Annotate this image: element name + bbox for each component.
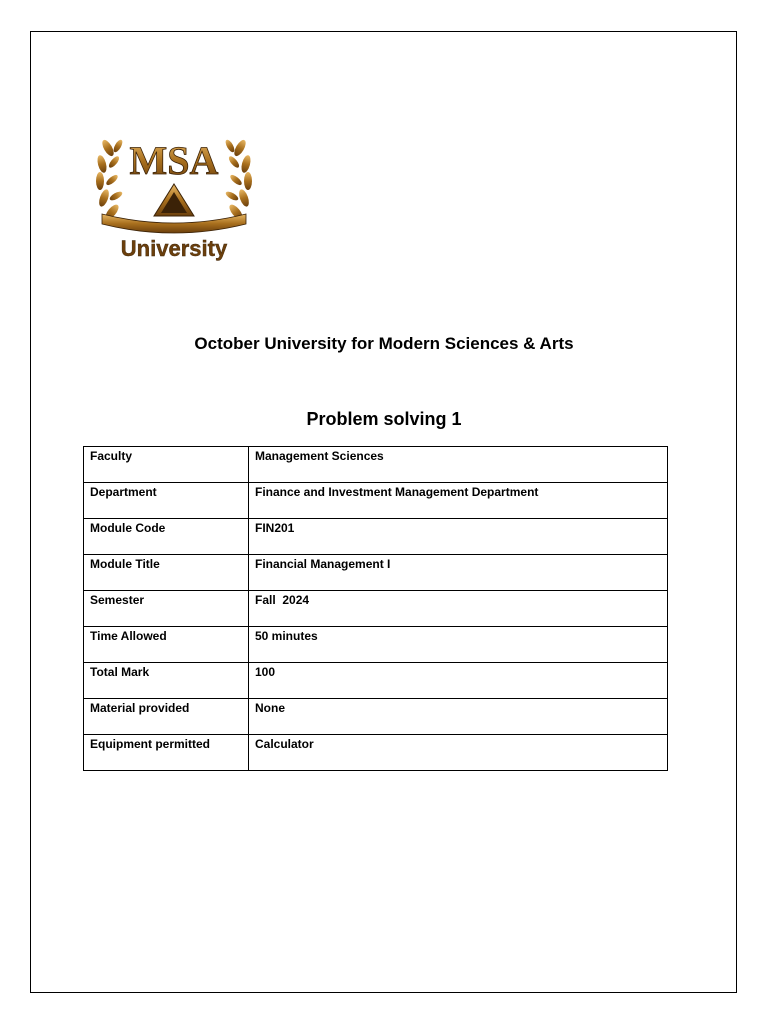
table-row <box>84 447 668 483</box>
table-row <box>84 591 668 627</box>
logo-brand-text: MSA <box>129 138 219 183</box>
row-label: Equipment permitted <box>84 735 249 771</box>
row-label: Total Mark <box>84 663 249 699</box>
row-value: Calculator <box>249 735 668 771</box>
table-row <box>84 663 668 699</box>
table-row <box>84 483 668 519</box>
row-value: Fall 2024 <box>249 591 668 627</box>
table-row <box>84 699 668 735</box>
table-row <box>84 735 668 771</box>
row-label: Department <box>84 483 249 519</box>
university-name: October University for Modern Sciences & Arts <box>194 334 574 353</box>
msa-university-logo <box>90 128 258 264</box>
table-row <box>84 519 668 555</box>
row-value: Financial Management I <box>249 555 668 591</box>
row-value: Finance and Investment Management Department <box>249 483 668 519</box>
row-value: None <box>249 699 668 735</box>
module-info-table <box>83 446 668 771</box>
row-value: FIN201 <box>249 519 668 555</box>
row-label: Time Allowed <box>84 627 249 663</box>
row-label: Module Title <box>84 555 249 591</box>
table-row <box>84 627 668 663</box>
row-label: Faculty <box>84 447 249 483</box>
row-value: 100 <box>249 663 668 699</box>
row-value: 50 minutes <box>249 627 668 663</box>
row-label: Material provided <box>84 699 249 735</box>
row-value: Management Sciences <box>249 447 668 483</box>
document-title: Problem solving 1 <box>306 409 462 429</box>
row-label: Module Code <box>84 519 249 555</box>
logo-subtext: University <box>120 236 228 261</box>
row-label: Semester <box>84 591 249 627</box>
table-row <box>84 555 668 591</box>
